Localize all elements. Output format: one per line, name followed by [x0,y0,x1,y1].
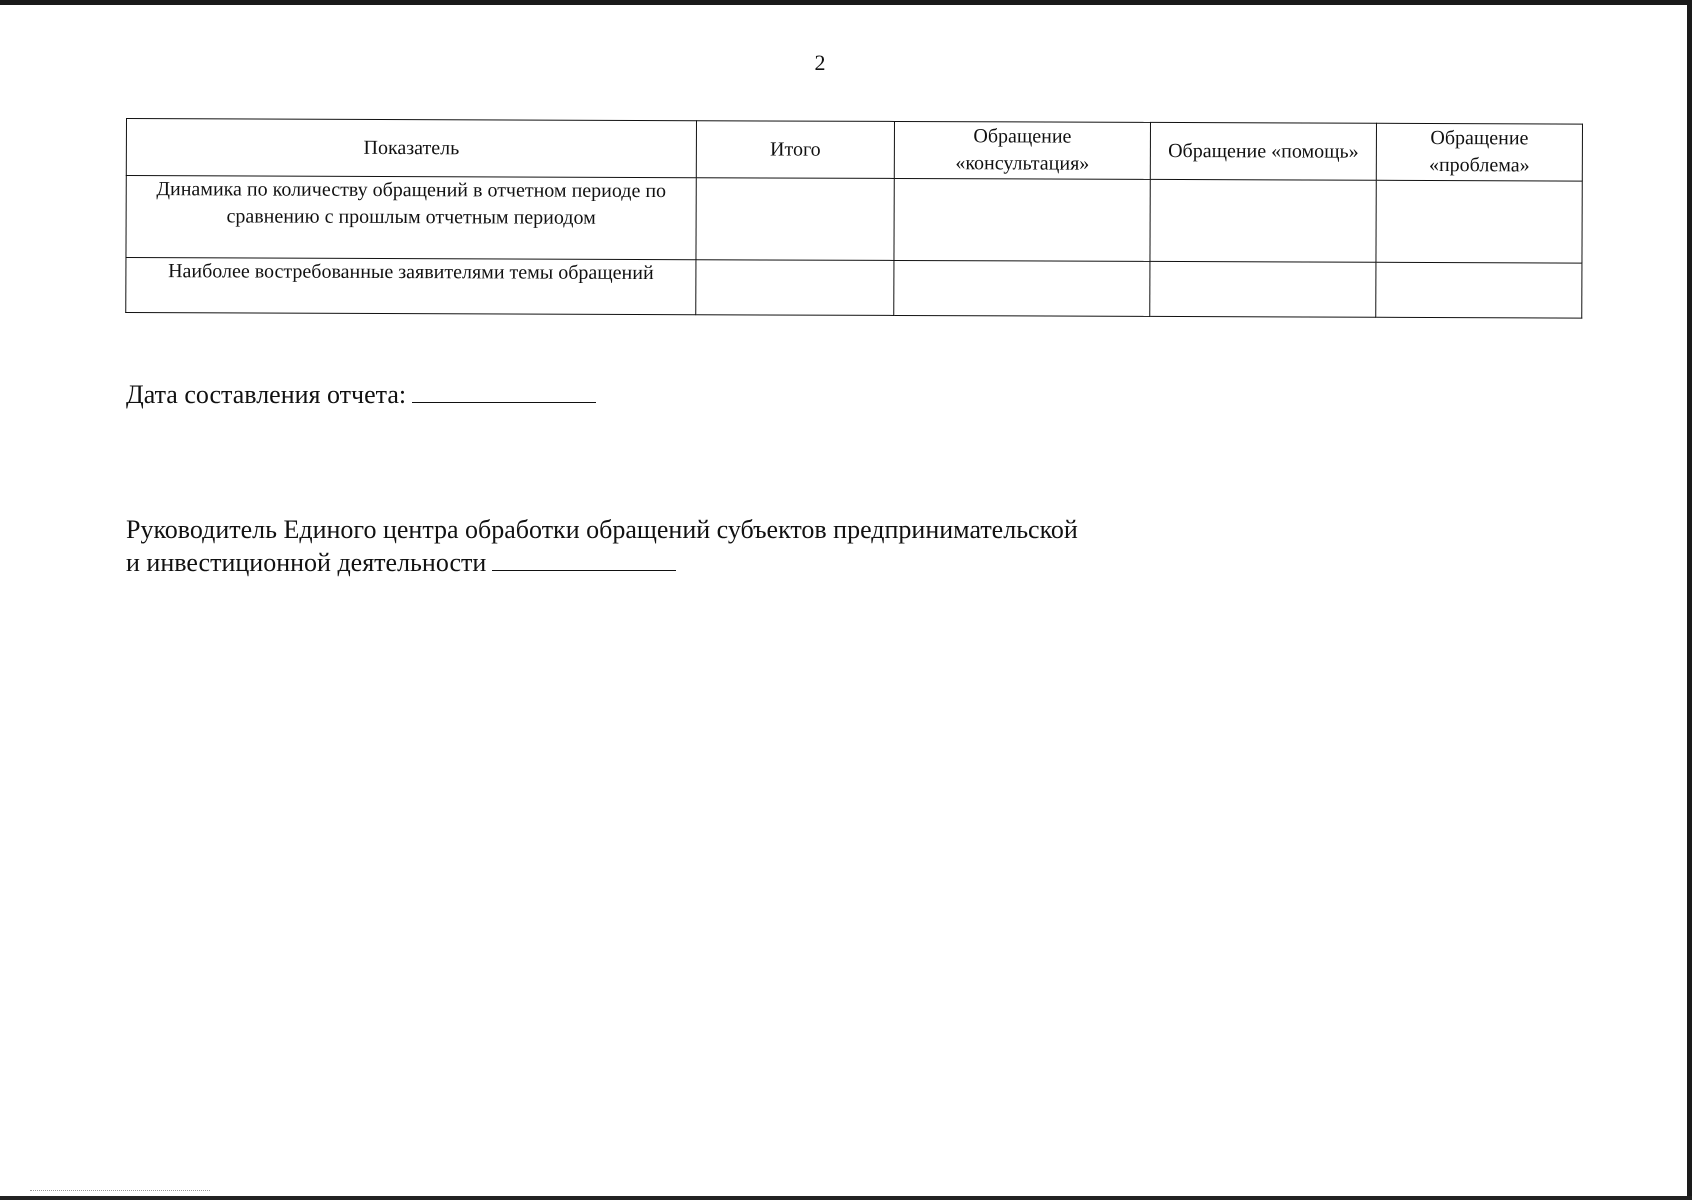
header-help: Обращение «помощь» [1150,122,1376,180]
report-table [125,118,1583,319]
cell-total [696,178,894,261]
cell-total [696,260,894,316]
signature-blank [492,548,676,571]
report-date-label: Дата составления отчета: [126,380,407,409]
cell-help [1150,261,1376,317]
table-header-row [126,119,1582,182]
report-date-line [126,380,596,410]
cell-consultation [894,260,1150,316]
scan-border-top [0,0,1692,5]
signature-title-line-2: и инвестиционной деятельности [126,548,487,577]
report-date-blank [412,380,596,403]
cell-problem [1376,180,1582,263]
cell-consultation [894,178,1150,261]
cell-indicator: Динамика по количеству обращений в отчетном периоде по сравнению с прошлым отчетным периодом [126,176,696,260]
signature-title-line-1: Руководитель Единого центра обработки обращений субъектов предпринимательской [126,515,1078,544]
scan-border-bottom [0,1196,1692,1200]
table-row [126,176,1582,264]
cell-help [1150,179,1376,262]
scan-border-right [1687,0,1692,1200]
signature-title-line-2-wrap [126,546,1078,579]
scan-noise [30,1190,210,1193]
cell-problem [1376,262,1582,318]
header-indicator: Показатель [126,119,696,178]
header-consultation: Обращение «консультация» [894,121,1150,179]
header-problem: Обращение «проблема» [1376,123,1582,181]
table-row [126,258,1582,319]
cell-indicator: Наиболее востребованные заявителями темы обращений [126,258,696,315]
header-total: Итого [696,121,894,179]
page-number: 2 [814,50,826,75]
signature-block [126,513,1078,579]
